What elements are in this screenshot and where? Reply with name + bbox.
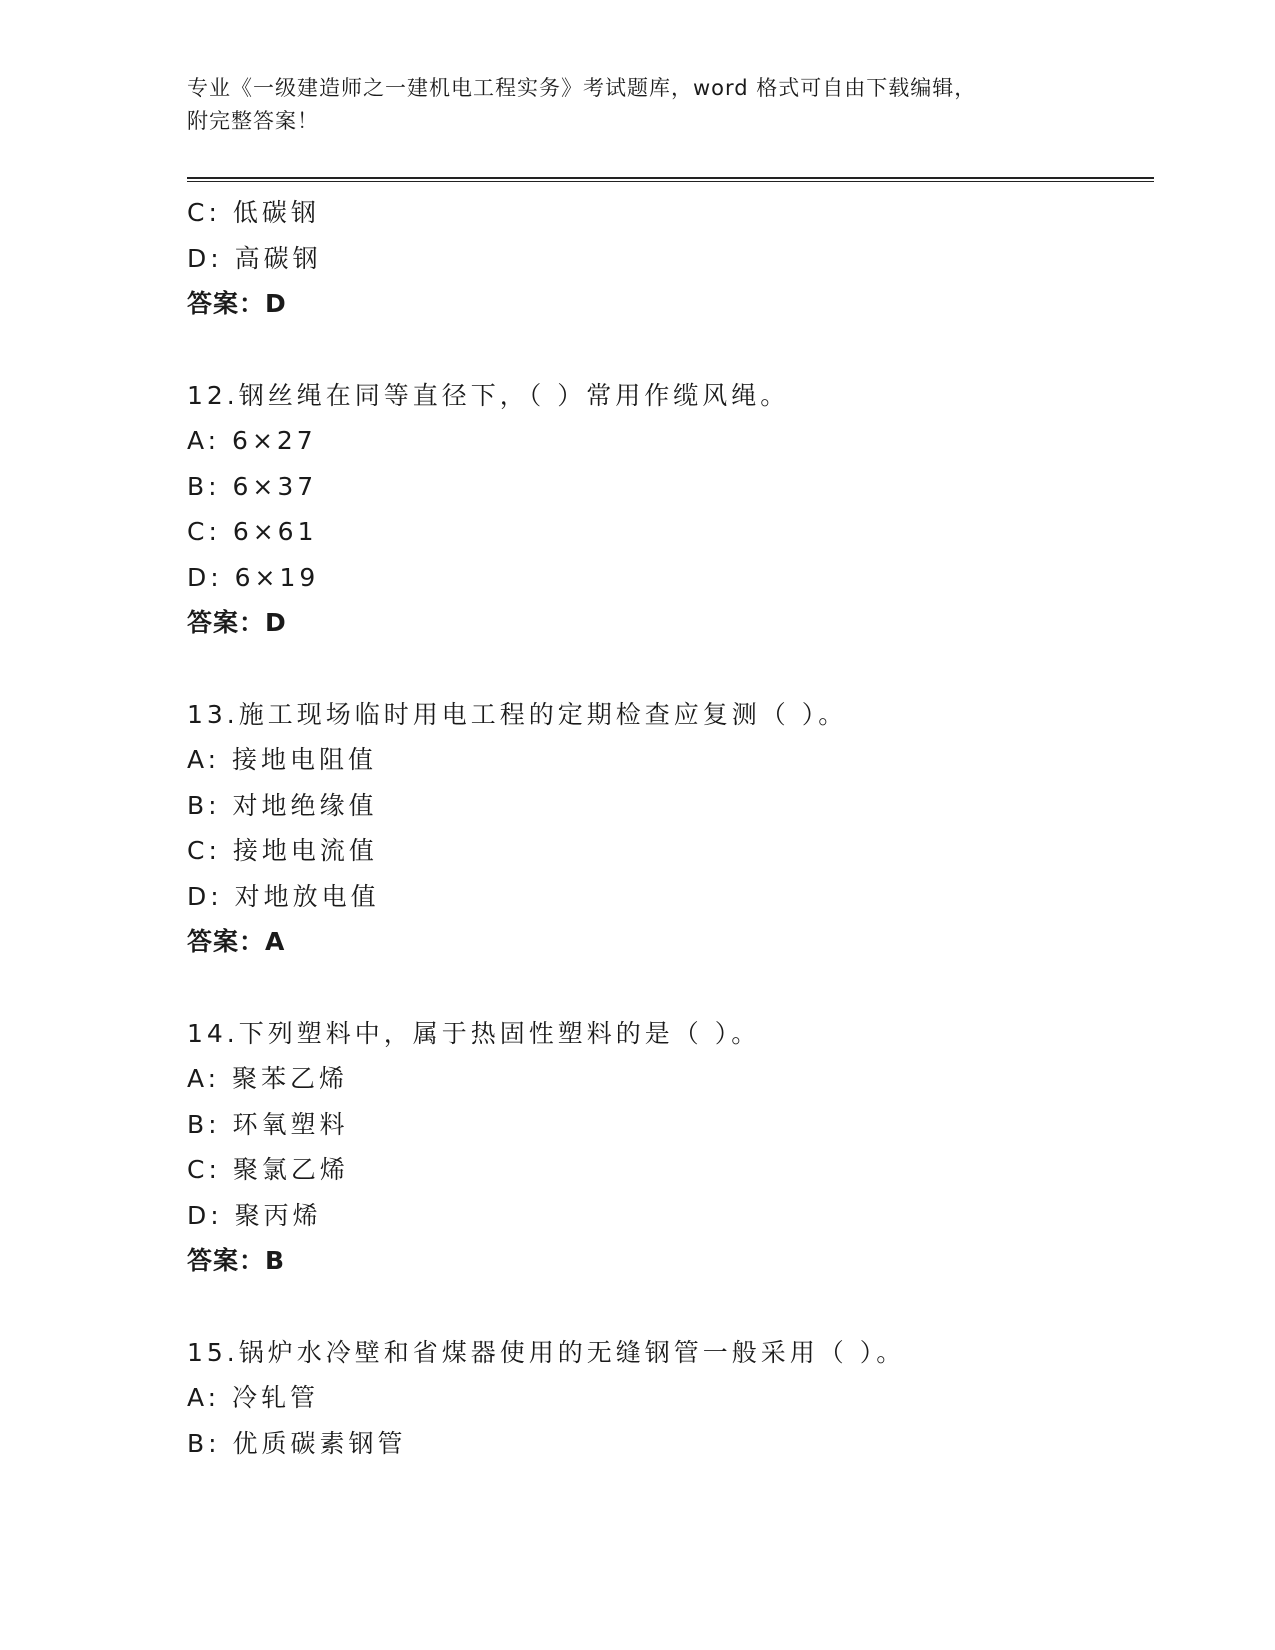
option-c: C: 6×61	[187, 517, 318, 546]
question-15	[187, 1330, 1154, 1467]
answer: 答案：A	[187, 927, 286, 956]
option-d: D: 对地放电值	[187, 881, 380, 911]
question-stem: 12.钢丝绳在同等直径下，（ ）常用作缆风绳。	[187, 380, 790, 410]
option-a: A: 接地电阻值	[187, 745, 378, 774]
header-line-1: 专业《一级建造师之一建机电工程实务》考试题库，word 格式可自由下载编辑，	[187, 76, 977, 100]
spacer	[187, 1284, 1154, 1330]
spacer	[187, 965, 1154, 1011]
option-b: B: 6×37	[187, 471, 318, 501]
answer: 答案：D	[187, 608, 287, 637]
answer: 答案：B	[187, 1246, 286, 1275]
option-a: A: 6×27	[187, 426, 317, 455]
option-b: B: 优质碳素钢管	[187, 1428, 407, 1458]
option-b: B: 环氧塑料	[187, 1109, 349, 1139]
spacer	[187, 327, 1154, 373]
option-c: C: 接地电流值	[187, 836, 378, 865]
option-c: C: 低碳钢	[187, 198, 320, 227]
header-line-2: 附完整答案！	[187, 109, 319, 133]
question-stem: 14.下列塑料中，属于热固性塑料的是（ ）。	[187, 1018, 761, 1048]
question-13	[187, 692, 1154, 965]
question-stem: 15.锅炉水冷壁和省煤器使用的无缝钢管一般采用（ ）。	[187, 1337, 906, 1367]
option-d: D: 聚丙烯	[187, 1200, 322, 1230]
option-a: A: 冷轧管	[187, 1383, 320, 1412]
option-d: D: 高碳钢	[187, 243, 322, 273]
option-d: D: 6×19	[187, 562, 320, 592]
option-b: B: 对地绝缘值	[187, 790, 378, 820]
question-stem: 13.施工现场临时用电工程的定期检查应复测（ ）。	[187, 699, 848, 729]
question-list	[187, 190, 1154, 1466]
option-c: C: 聚氯乙烯	[187, 1155, 349, 1184]
header-divider	[187, 177, 1154, 182]
spacer	[187, 646, 1154, 692]
question-14	[187, 1011, 1154, 1284]
question-12	[187, 373, 1154, 646]
option-a: A: 聚苯乙烯	[187, 1064, 349, 1093]
document-header	[187, 72, 1067, 138]
answer: 答案：D	[187, 289, 287, 318]
question-11-fragment	[187, 190, 1154, 327]
